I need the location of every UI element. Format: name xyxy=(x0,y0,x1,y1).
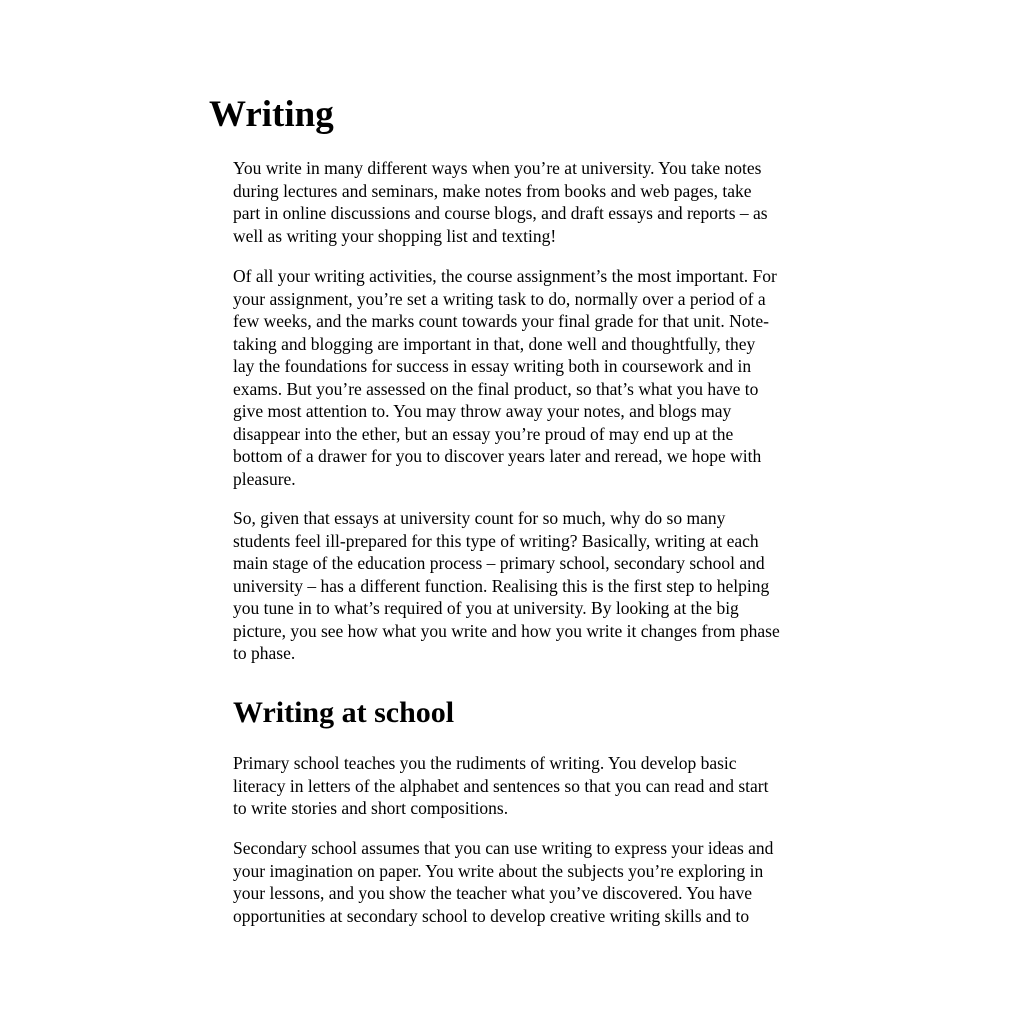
text-line: your assignment, you’re set a writing task to do, normally over a period of a xyxy=(233,288,766,309)
text-line: students feel ill-prepared for this type of writing? Basically, writing at each xyxy=(233,530,759,551)
text-line: Primary school teaches you the rudiments of writing. You develop basic xyxy=(233,753,737,773)
intro-paragraph-3 xyxy=(233,507,833,665)
text-line: main stage of the education process – primary school, secondary school and xyxy=(233,553,765,573)
text-line: Of all your writing activities, the course assignment’s the most important. For xyxy=(233,266,777,286)
text-line: disappear into the ether, but an essay you’re proud of may end up at the xyxy=(233,423,734,444)
intro-paragraph-2 xyxy=(233,265,833,490)
text-line: to write stories and short compositions. xyxy=(233,798,509,818)
text-line: give most attention to. You may throw away your notes, and blogs may xyxy=(233,401,732,421)
text-line: university – has a different function. Realising this is the first step to helping xyxy=(233,575,770,596)
text-line: to phase. xyxy=(233,643,296,663)
text-line: your imagination on paper. You write about the subjects you’re exploring in xyxy=(233,860,764,881)
text-line: during lectures and seminars, make notes from books and web pages, take xyxy=(233,180,752,201)
text-line: your lessons, and you show the teacher what you’ve discovered. You have xyxy=(233,883,753,903)
text-line: lay the foundations for success in essay writing both in coursework and in xyxy=(233,356,752,376)
school-paragraph-1 xyxy=(233,752,833,820)
text-line: exams. But you’re assessed on the final product, so that’s what you have to xyxy=(233,378,759,399)
text-line: bottom of a drawer for you to discover years later and reread, we hope with xyxy=(233,446,762,466)
school-paragraph-2 xyxy=(233,837,833,927)
section-heading: Writing at school xyxy=(233,696,455,729)
text-line: pleasure. xyxy=(233,468,296,489)
text-line: part in online discussions and course blogs, and draft essays and reports – as xyxy=(233,203,768,223)
text-line: picture, you see how what you write and how you write it changes from phase xyxy=(233,620,780,641)
page-title: Writing xyxy=(209,94,334,135)
text-line: Secondary school assumes that you can use writing to express your ideas and xyxy=(233,838,774,858)
text-line: well as writing your shopping list and texting! xyxy=(233,225,557,246)
intro-paragraph-1 xyxy=(233,157,833,247)
text-line: literacy in letters of the alphabet and sentences so that you can read and start xyxy=(233,775,769,796)
text-line: So, given that essays at university count for so much, why do so many xyxy=(233,508,726,528)
text-line: opportunities at secondary school to develop creative writing skills and to xyxy=(233,905,750,926)
text-line: You write in many different ways when you’re at university. You take notes xyxy=(233,158,762,178)
text-line: few weeks, and the marks count towards your final grade for that unit. Note- xyxy=(233,311,770,331)
text-line: you tune in to what’s required of you at university. By looking at the big xyxy=(233,598,739,618)
text-line: taking and blogging are important in that, done well and thoughtfully, they xyxy=(233,333,756,354)
